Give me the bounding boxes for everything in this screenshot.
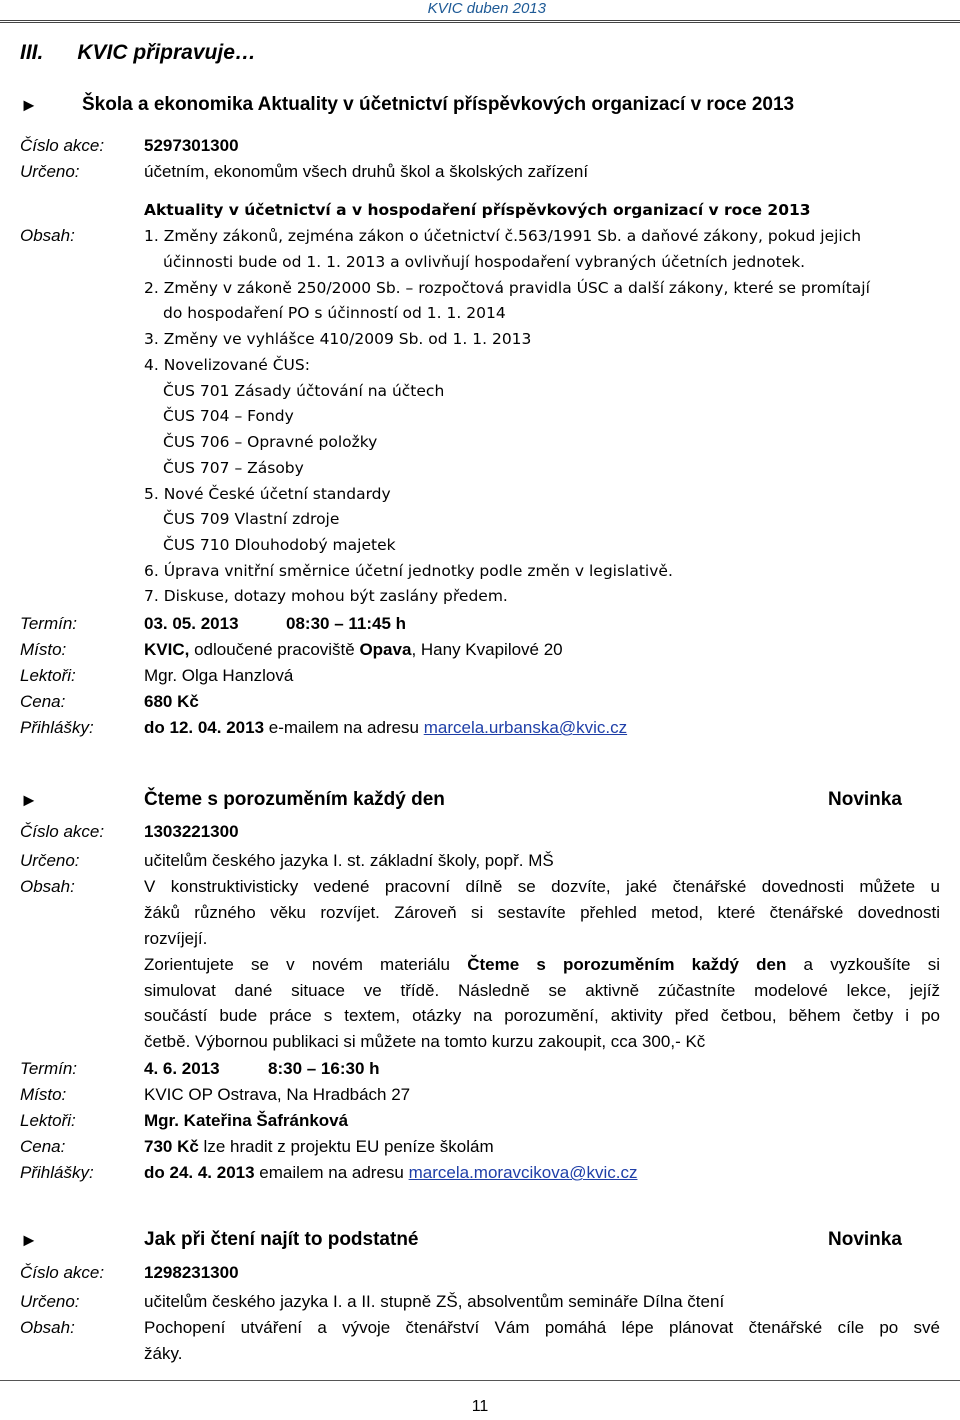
course-3-obsah-line: žáky.	[144, 1344, 183, 1363]
course-1-email-link[interactable]: marcela.urbanska@kvic.cz	[423, 718, 628, 737]
course-1-termin-date: 03. 05. 2013	[144, 614, 239, 633]
course-2-obsah-label: Obsah:	[20, 877, 75, 896]
course-3-obsah-label: Obsah:	[20, 1318, 75, 1337]
course-3-cislo: 1298231300	[144, 1263, 239, 1282]
course-1-obsah-heading: Aktuality v účetnictví a v hospodaření příspěvkových organizací v roce 2013	[144, 201, 811, 219]
course-2-obsah-line: simulovat dané situace ve třídě. Následně se aktivně zúčastníte modelové lekce, jejíž	[144, 981, 940, 1000]
course-1-urceno: účetním, ekonomům všech druhů škol a školských zařízení	[144, 162, 589, 181]
course-2-urceno-label: Určeno:	[20, 851, 80, 870]
course-2-misto: KVIC OP Ostrava, Na Hradbách 27	[144, 1085, 411, 1104]
course-2-lektori: Mgr. Kateřina Šafránková	[144, 1111, 349, 1130]
course-2-cena-note: lze hradit z projektu EU peníze školám	[198, 1137, 494, 1156]
course-1-misto-mid: odloučené pracoviště	[189, 640, 360, 659]
course-2-prihlasky-date: do 24. 4. 2013	[144, 1163, 255, 1182]
course-1-obsah-line: 6. Úprava vnitřní směrnice účetní jednotky podle změn v legislativě.	[144, 562, 673, 580]
course-2-prihlasky-text: emailem na adresu	[254, 1163, 409, 1182]
course-1-prihlasky-label: Přihlášky:	[20, 718, 94, 737]
course-1-termin-time: 08:30 – 11:45 h	[286, 614, 407, 633]
course-3-obsah-line: Pochopení utváření a vývoje čtenářství Vám pomáhá lépe plánovat čtenářské cíle po své	[144, 1318, 940, 1337]
course-1-obsah-line: 7. Diskuse, dotazy mohou být zaslány předem.	[144, 587, 508, 605]
course-3-title: Jak při čtení najít to podstatné	[144, 1229, 419, 1250]
course-1-obsah-line: 4. Novelizované ČUS:	[144, 356, 310, 374]
course-2-obsah-line: četbě. Výbornou publikaci si můžete na tomto kurzu zakoupit, cca 300,- Kč	[144, 1032, 706, 1051]
section-number: III.	[20, 41, 44, 64]
arrow-right-icon: ►	[20, 790, 38, 810]
arrow-right-icon: ►	[20, 95, 38, 115]
course-1-misto	[144, 637, 563, 663]
course-1-cislo: 5297301300	[144, 136, 239, 155]
course-2-obsah-bold: Čteme s porozuměním každý den	[467, 955, 787, 974]
course-1-obsah-line: ČUS 704 – Fondy	[163, 407, 294, 425]
course-1-lektori: Mgr. Olga Hanzlová	[144, 666, 294, 685]
section-heading: KVIC připravuje…	[77, 41, 256, 64]
course-2-cislo: 1303221300	[144, 822, 239, 841]
course-1-cena-label: Cena:	[20, 692, 66, 711]
arrow-right-icon: ►	[20, 1230, 38, 1250]
course-3-arrow	[20, 1227, 38, 1254]
course-2-obsah-line: V konstruktivisticky vedené pracovní dílně se dozvíte, jaké čtenářské dovednosti můžete u	[144, 877, 940, 896]
header-label: KVIC duben 2013	[427, 0, 546, 17]
course-1-prihlasky	[144, 715, 627, 741]
course-3-urceno-label: Určeno:	[20, 1292, 80, 1311]
course-1-urceno-label: Určeno:	[20, 162, 80, 181]
course-2-prihlasky	[144, 1160, 637, 1186]
course-2-termin-date: 4. 6. 2013	[144, 1059, 220, 1078]
page-number: 11	[471, 1398, 489, 1415]
course-2-cena-row	[144, 1134, 494, 1160]
course-3-cislo-label: Číslo akce:	[20, 1263, 105, 1282]
course-2-cena-label: Cena:	[20, 1137, 66, 1156]
course-1-obsah-line: účinnosti bude od 1. 1. 2013 a ovlivňují hospodaření vybraných účetních jednotek.	[163, 253, 806, 271]
course-2-obsah-line: rozvíjejí.	[144, 929, 208, 948]
course-1-obsah-line: ČUS 710 Dlouhodobý majetek	[163, 536, 396, 554]
course-1-title-row	[20, 92, 38, 119]
course-3-novinka-tag: Novinka	[828, 1229, 902, 1250]
course-2-termin-label: Termín:	[20, 1059, 78, 1078]
course-1-obsah-line: 1. Změny zákonů, zejména zákon o účetnictví č.563/1991 Sb. a daňové zákony, pokud jejich	[144, 227, 862, 245]
course-1-title: Škola a ekonomika Aktuality v účetnictví příspěvkových organizací v roce 2013	[82, 94, 795, 115]
course-1-misto-org: KVIC,	[144, 640, 190, 659]
course-1-obsah-line: ČUS 701 Zásady účtování na účtech	[163, 382, 445, 400]
course-1-prihlasky-date: do 12. 04. 2013	[144, 718, 265, 737]
page-header	[0, 0, 960, 20]
course-3-urceno: učitelům českého jazyka I. a II. stupně ZŠ, absolventům semináře Dílna čtení	[144, 1292, 725, 1311]
course-1-prihlasky-text: e-mailem na adresu	[264, 718, 424, 737]
course-1-obsah-label: Obsah:	[20, 226, 75, 245]
header-divider	[0, 20, 960, 23]
course-1-obsah-line: do hospodaření PO s účinností od 1. 1. 2014	[163, 304, 506, 322]
course-2-obsah-line: žáků různého věku rozvíjet. Zároveň si sestavíte přehled metod, které čtenářské dovednosti	[144, 903, 940, 922]
course-2-misto-label: Místo:	[20, 1085, 67, 1104]
course-1-misto-label: Místo:	[20, 640, 67, 659]
course-1-misto-rest: , Hany Kvapilové 20	[411, 640, 563, 659]
course-2-lektori-label: Lektoři:	[20, 1111, 76, 1130]
course-1-obsah-line: ČUS 706 – Opravné položky	[163, 433, 378, 451]
course-1-obsah-line: 2. Změny v zákoně 250/2000 Sb. – rozpočtová pravidla ÚSC a další zákony, které se promítají	[144, 279, 870, 297]
course-1-obsah-line: ČUS 709 Vlastní zdroje	[163, 510, 340, 528]
course-2-termin-time: 8:30 – 16:30 h	[268, 1059, 380, 1078]
course-2-email-link[interactable]: marcela.moravcikova@kvic.cz	[408, 1163, 638, 1182]
course-2-cena: 730 Kč	[144, 1137, 199, 1156]
course-2-novinka-tag: Novinka	[828, 789, 902, 810]
course-1-obsah-line: 3. Změny ve vyhlášce 410/2009 Sb. od 1. 1. 2013	[144, 330, 532, 348]
course-1-obsah-line: ČUS 707 – Zásoby	[163, 459, 304, 477]
course-2-title: Čteme s porozuměním každý den	[144, 789, 445, 810]
course-1-misto-city: Opava	[359, 640, 412, 659]
course-1-lektori-label: Lektoři:	[20, 666, 76, 685]
course-2-obsah-line: součástí bude práce s textem, otázky na porozumění, aktivity před četbou, během četby i po	[144, 1006, 940, 1025]
course-2-prihlasky-label: Přihlášky:	[20, 1163, 94, 1182]
section-title	[20, 40, 256, 66]
course-2-obsah-line	[144, 952, 940, 978]
course-2-urceno: učitelům českého jazyka I. st. základní školy, popř. MŠ	[144, 851, 554, 870]
course-1-cislo-label: Číslo akce:	[20, 136, 105, 155]
footer-divider	[0, 1380, 960, 1381]
course-1-cena: 680 Kč	[144, 692, 199, 711]
course-1-obsah-line: 5. Nové České účetní standardy	[144, 485, 391, 503]
course-2-obsah-text: Zorientujete se v novém materiálu	[144, 955, 468, 974]
course-2-arrow	[20, 787, 38, 814]
course-1-termin-label: Termín:	[20, 614, 78, 633]
course-2-cislo-label: Číslo akce:	[20, 822, 105, 841]
course-2-obsah-text: a vyzkoušíte si	[786, 955, 940, 974]
